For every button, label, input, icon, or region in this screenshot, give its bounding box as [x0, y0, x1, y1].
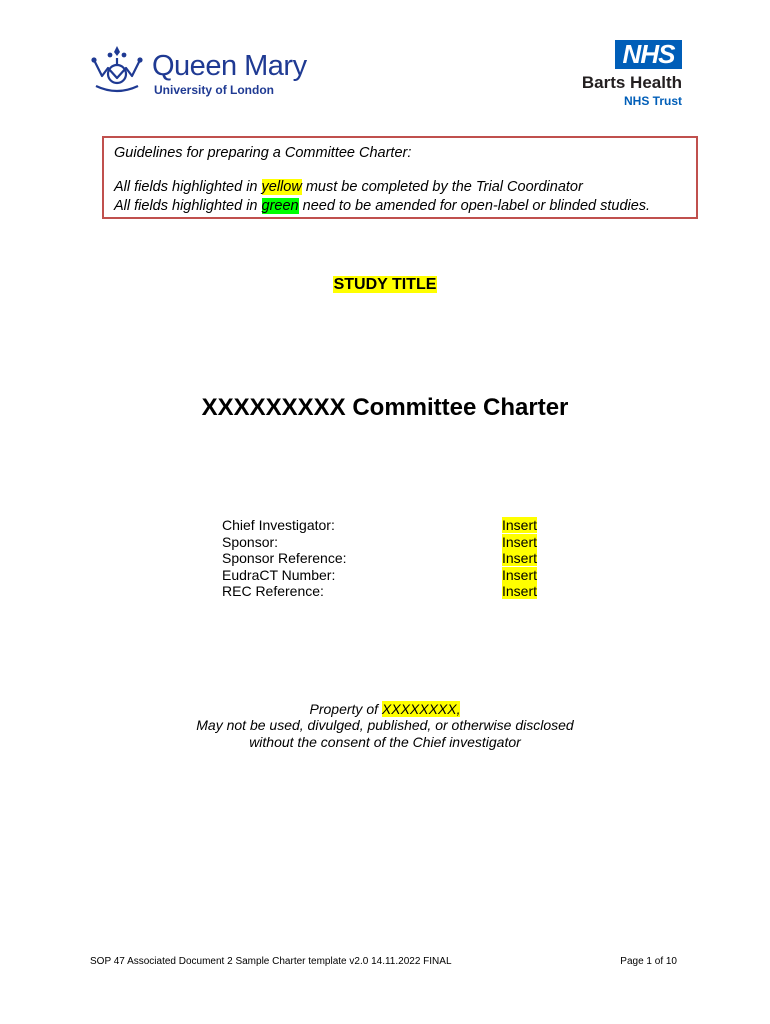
green-highlight: green — [261, 198, 299, 214]
guidelines-line1-pre: All fields highlighted in — [114, 179, 262, 195]
field-value-sponsor-reference: Insert — [502, 550, 538, 566]
queen-mary-logo — [88, 44, 318, 100]
field-value-sponsor: Insert — [502, 534, 538, 550]
footer-page-number: Page 1 of 10 — [620, 956, 677, 967]
nhs-org-name: Barts Health — [581, 73, 682, 92]
nhs-logo — [560, 40, 682, 110]
nhs-trust-name: NHS Trust — [623, 94, 682, 108]
nhs-badge: NHS — [615, 40, 682, 69]
property-pre: Property of — [309, 701, 382, 717]
field-label-rec-reference: REC Reference: — [222, 583, 324, 599]
charter-title: XXXXXXXXX Committee Charter — [201, 394, 569, 421]
guidelines-heading: Guidelines for preparing a Committee Charter: — [114, 145, 412, 161]
field-label-eudract-number: EudraCT Number: — [222, 567, 336, 583]
field-label-sponsor: Sponsor: — [222, 534, 279, 550]
property-consent-line: without the consent of the Chief investigator — [249, 734, 521, 750]
guidelines-box — [102, 136, 698, 219]
qm-name: Queen Mary — [152, 50, 307, 82]
property-disclosure-line: May not be used, divulged, published, or otherwise disclosed — [196, 717, 574, 733]
guidelines-line2-pre: All fields highlighted in — [114, 198, 262, 214]
study-title-text: STUDY TITLE — [333, 276, 437, 293]
guidelines-line-green — [114, 198, 650, 214]
field-value-chief-investigator: Insert — [502, 517, 538, 533]
property-owner-highlight: XXXXXXXX, — [381, 701, 461, 717]
field-value-rec-reference: Insert — [502, 583, 538, 599]
footer-document-ref: SOP 47 Associated Document 2 Sample Charter template v2.0 14.11.2022 FINAL — [90, 956, 452, 967]
field-label-chief-investigator: Chief Investigator: — [222, 517, 335, 533]
guidelines-line-yellow — [114, 179, 583, 195]
guidelines-line2-post: need to be amended for open-label or blinded studies. — [298, 198, 651, 214]
property-line — [0, 701, 770, 717]
field-label-sponsor-reference: Sponsor Reference: — [222, 550, 347, 566]
qm-subtitle: University of London — [154, 83, 274, 97]
field-value-eudract-number: Insert — [502, 567, 538, 583]
yellow-highlight: yellow — [261, 179, 302, 195]
guidelines-line1-post: must be completed by the Trial Coordinator — [301, 179, 583, 195]
study-title — [0, 276, 770, 294]
crown-crest-icon — [88, 44, 146, 96]
